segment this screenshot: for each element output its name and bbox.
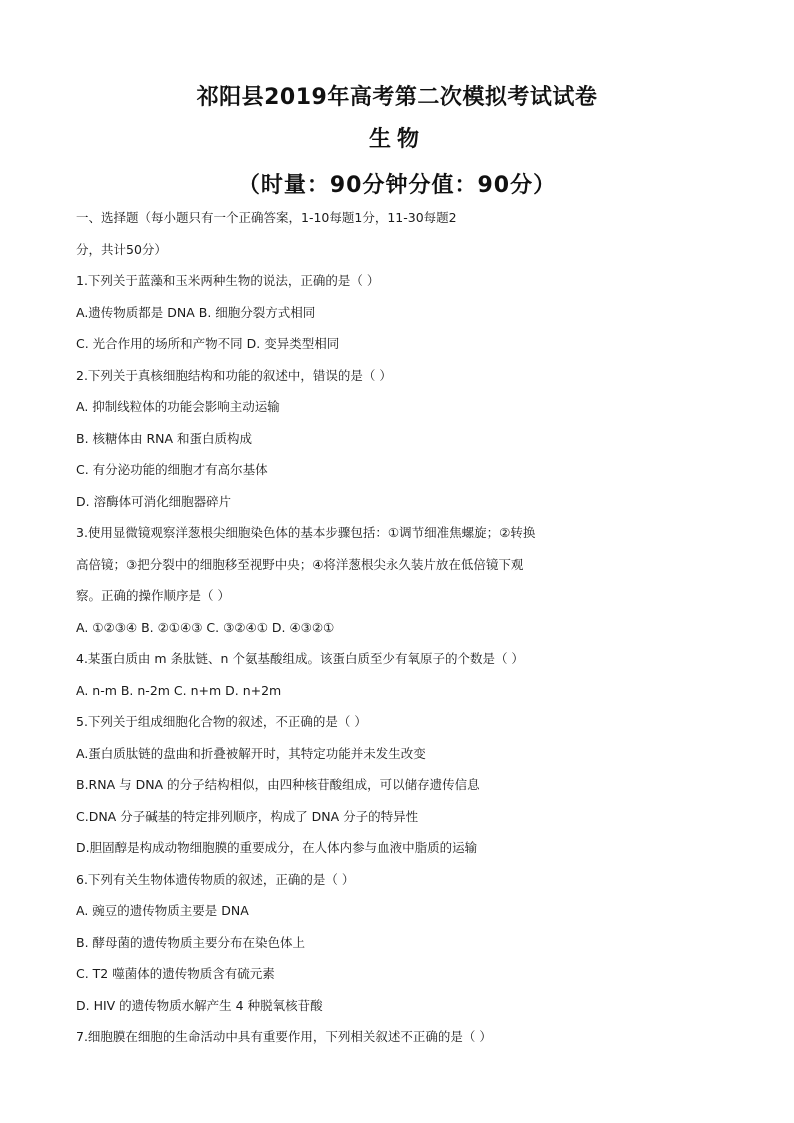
question-5-stem: 5.下列关于组成细胞化合物的叙述，不正确的是（ ） (76, 714, 367, 729)
question-4-stem: 4.某蛋白质由 m 条肽链、n 个氨基酸组成。该蛋白质至少有氧原子的个数是（ ） (76, 651, 524, 666)
question-2-option-c: C. 有分泌功能的细胞才有高尔基体 (76, 462, 268, 477)
question-2-option-d: D. 溶酶体可消化细胞器碎片 (76, 494, 232, 509)
exam-info: （时量：90分钟分值：90分） (237, 173, 557, 198)
question-6-option-d: D. HIV 的遗传物质水解产生 4 种脱氧核苷酸 (76, 998, 323, 1013)
question-6-option-b: B. 酵母菌的遗传物质主要分布在染色体上 (76, 935, 306, 950)
question-1-options-cd: C. 光合作用的场所和产物不同 D. 变异类型相同 (76, 336, 340, 351)
question-3-stem-line-2: 高倍镜；③把分裂中的细胞移至视野中央；④将洋葱根尖永久装片放在低倍镜下观 (76, 557, 524, 572)
question-5-option-d: D.胆固醇是构成动物细胞膜的重要成分，在人体内参与血液中脂质的运输 (76, 840, 478, 855)
question-5-option-c: C.DNA 分子碱基的特定排列顺序，构成了 DNA 分子的特异性 (76, 809, 419, 824)
question-4-options: A. n-m B. n-2m C. n+m D. n+2m (76, 683, 282, 698)
question-2-stem: 2.下列关于真核细胞结构和功能的叙述中，错误的是（ ） (76, 368, 392, 383)
question-1-stem: 1.下列关于蓝藻和玉米两种生物的说法，正确的是（ ） (76, 273, 380, 288)
question-1-options-ab: A.遗传物质都是 DNA B. 细胞分裂方式相同 (76, 305, 316, 320)
question-2-option-a: A. 抑制线粒体的功能会影响主动运输 (76, 399, 280, 414)
question-2-option-b: B. 核糖体由 RNA 和蛋白质构成 (76, 431, 253, 446)
subject-title: 生物 (368, 127, 425, 152)
question-6-stem: 6.下列有关生物体遗传物质的叙述，正确的是（ ） (76, 872, 355, 887)
question-3-options: A. ①②③④ B. ②①④③ C. ③②④① D. ④③②① (76, 620, 335, 635)
section-heading-line-1: 一、选择题（每小题只有一个正确答案，1-10每题1分，11-30每题2 (76, 210, 457, 225)
question-3-stem-line-3: 察。正确的操作顺序是（ ） (76, 588, 230, 603)
exam-title: 祁阳县2019年高考第二次模拟考试试卷 (196, 85, 598, 110)
question-3-stem-line-1: 3.使用显微镜观察洋葱根尖细胞染色体的基本步骤包括：①调节细准焦螺旋；②转换 (76, 525, 536, 540)
question-6-option-c: C. T2 噬菌体的遗传物质含有硫元素 (76, 966, 275, 981)
question-7-stem: 7.细胞膜在细胞的生命活动中具有重要作用，下列相关叙述不正确的是（ ） (76, 1029, 492, 1044)
question-5-option-b: B.RNA 与 DNA 的分子结构相似，由四种核苷酸组成，可以储存遗传信息 (76, 777, 480, 792)
section-heading-line-2: 分，共计50分） (76, 242, 167, 257)
question-5-option-a: A.蛋白质肽链的盘曲和折叠被解开时，其特定功能并未发生改变 (76, 746, 426, 761)
question-6-option-a: A. 豌豆的遗传物质主要是 DNA (76, 903, 249, 918)
